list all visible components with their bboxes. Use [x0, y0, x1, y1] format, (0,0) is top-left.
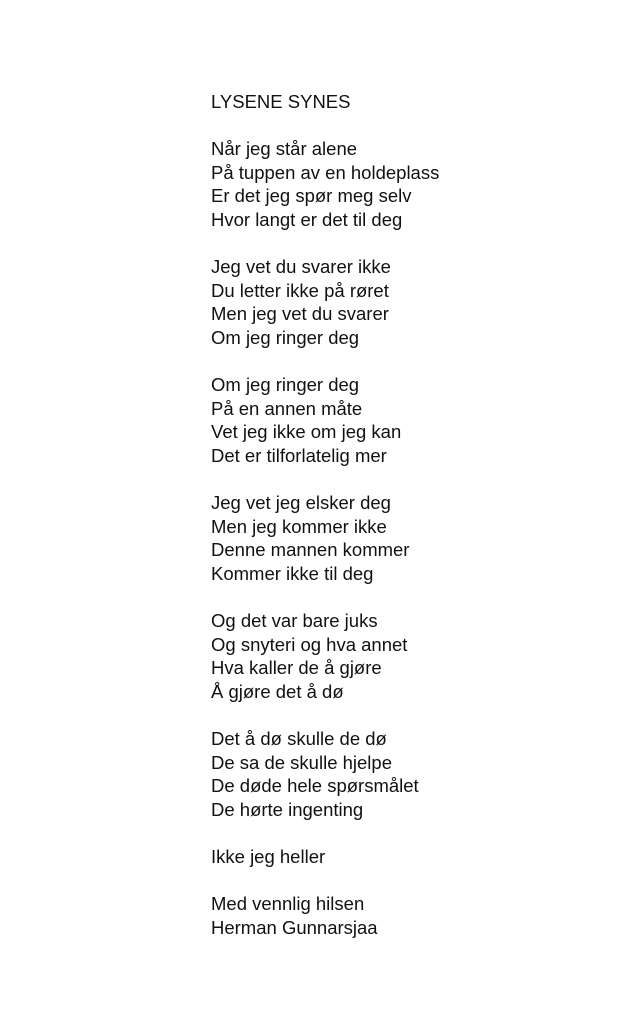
poem-line: Det er tilforlatelig mer [211, 444, 387, 466]
poem-line: Når jeg står alene [211, 138, 358, 160]
poem-line: Kommer ikke til deg [211, 562, 374, 584]
signature-closing: Med vennlig hilsen [211, 893, 365, 915]
poem-line: De døde hele spørsmålet [211, 775, 419, 797]
stanza-3 [211, 373, 611, 467]
poem-line: Jeg vet du svarer ikke [211, 256, 391, 278]
stanza-1 [211, 137, 611, 231]
poem-line: Og det var bare juks [211, 610, 378, 632]
poem-line: Men jeg vet du svarer [211, 303, 389, 325]
poem-line: Jeg vet jeg elsker deg [211, 492, 391, 514]
poem-line: Hva kaller de å gjøre [211, 657, 382, 679]
poem-title: LYSENE SYNES [211, 91, 351, 112]
poem-line: Det å dø skulle de dø [211, 728, 387, 750]
poem-line: Hvor langt er det til deg [211, 208, 403, 230]
poem-line: Men jeg kommer ikke [211, 515, 387, 537]
poem-line: Og snyteri og hva annet [211, 633, 408, 655]
poem-line: Du letter ikke på røret [211, 279, 389, 301]
signature [211, 892, 611, 939]
stanza-5 [211, 609, 611, 703]
stanza-7 [211, 845, 611, 869]
poem-line: De hørte ingenting [211, 798, 364, 820]
poem [211, 90, 611, 939]
poem-line: Ikke jeg heller [211, 846, 326, 867]
poem-line: Denne mannen kommer [211, 539, 410, 561]
signature-name: Herman Gunnarsjaa [211, 916, 378, 938]
poem-line: Om jeg ringer deg [211, 374, 360, 396]
poem-line: Vet jeg ikke om jeg kan [211, 421, 402, 443]
poem-line: På tuppen av en holdeplass [211, 161, 440, 183]
stanza-4 [211, 491, 611, 585]
poem-line: Å gjøre det å dø [211, 680, 344, 702]
stanza-6 [211, 727, 611, 821]
poem-line: Er det jeg spør meg selv [211, 185, 412, 207]
poem-line: Om jeg ringer deg [211, 326, 360, 348]
stanza-2 [211, 255, 611, 349]
poem-line: De sa de skulle hjelpe [211, 751, 392, 773]
poem-line: På en annen måte [211, 397, 363, 419]
